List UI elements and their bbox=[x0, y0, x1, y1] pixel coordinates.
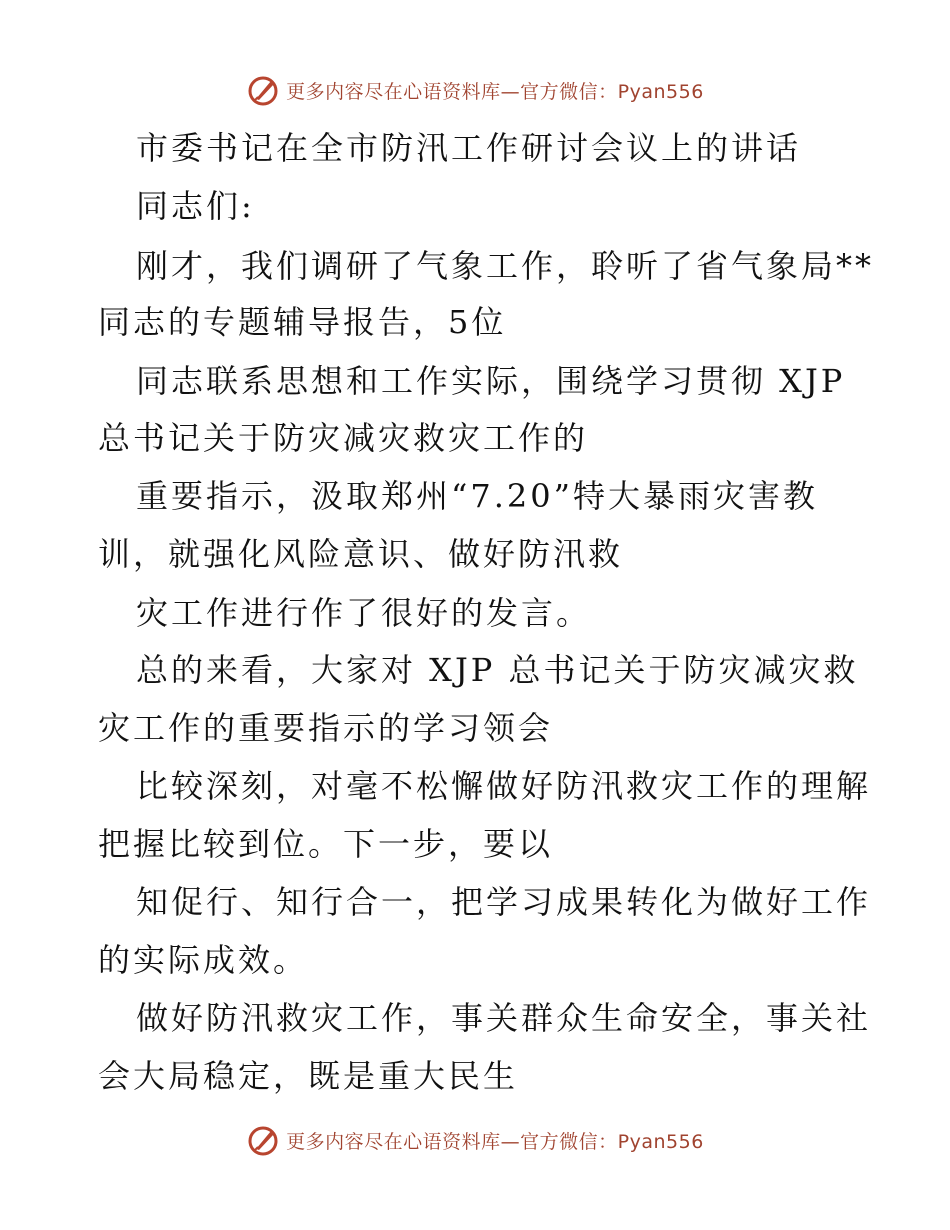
paragraph-line: 会大局稳定，既是重大民生 bbox=[98, 1057, 519, 1095]
footer-watermark bbox=[0, 1120, 950, 1160]
paragraph-line: 同志联系思想和工作实际，围绕学习贯彻 XJP bbox=[136, 362, 846, 400]
header-watermark bbox=[0, 70, 950, 110]
salutation: 同志们: bbox=[136, 187, 255, 225]
paragraph-line: 重要指示，汲取郑州“7.20”特大暴雨灾害教 bbox=[136, 477, 818, 515]
paragraph-line: 灾工作进行作了很好的发言。 bbox=[136, 594, 592, 632]
paragraph-line: 的实际成效。 bbox=[98, 941, 309, 979]
paragraph-line: 比较深刻，对毫不松懈做好防汛救灾工作的理解 bbox=[136, 767, 872, 805]
paragraph-line: 总的来看，大家对 XJP 总书记关于防灾减灾救 bbox=[136, 651, 859, 689]
paragraph-line: 知促行、知行合一，把学习成果转化为做好工作 bbox=[136, 883, 872, 921]
paragraph-line: 灾工作的重要指示的学习领会 bbox=[98, 709, 554, 747]
paragraph-line: 把握比较到位。下一步，要以 bbox=[98, 825, 554, 863]
quill-logo-icon bbox=[246, 73, 280, 107]
watermark-text: 更多内容尽在心语资料库—官方微信：Pyan556 bbox=[286, 1130, 704, 1153]
document-title: 市委书记在全市防汛工作研讨会议上的讲话 bbox=[136, 129, 802, 167]
paragraph-line: 训，就强化风险意识、做好防汛救 bbox=[98, 535, 624, 573]
paragraph-line: 做好防汛救灾工作，事关群众生命安全，事关社 bbox=[136, 999, 872, 1037]
paragraph-line: 总书记关于防灾减灾救灾工作的 bbox=[98, 419, 589, 457]
paragraph-line: 同志的专题辅导报告，5位 bbox=[98, 303, 507, 341]
quill-logo-icon bbox=[246, 1123, 280, 1157]
watermark-text: 更多内容尽在心语资料库—官方微信：Pyan556 bbox=[286, 80, 704, 103]
paragraph-line: 刚才，我们调研了气象工作，聆听了省气象局** bbox=[136, 247, 875, 285]
